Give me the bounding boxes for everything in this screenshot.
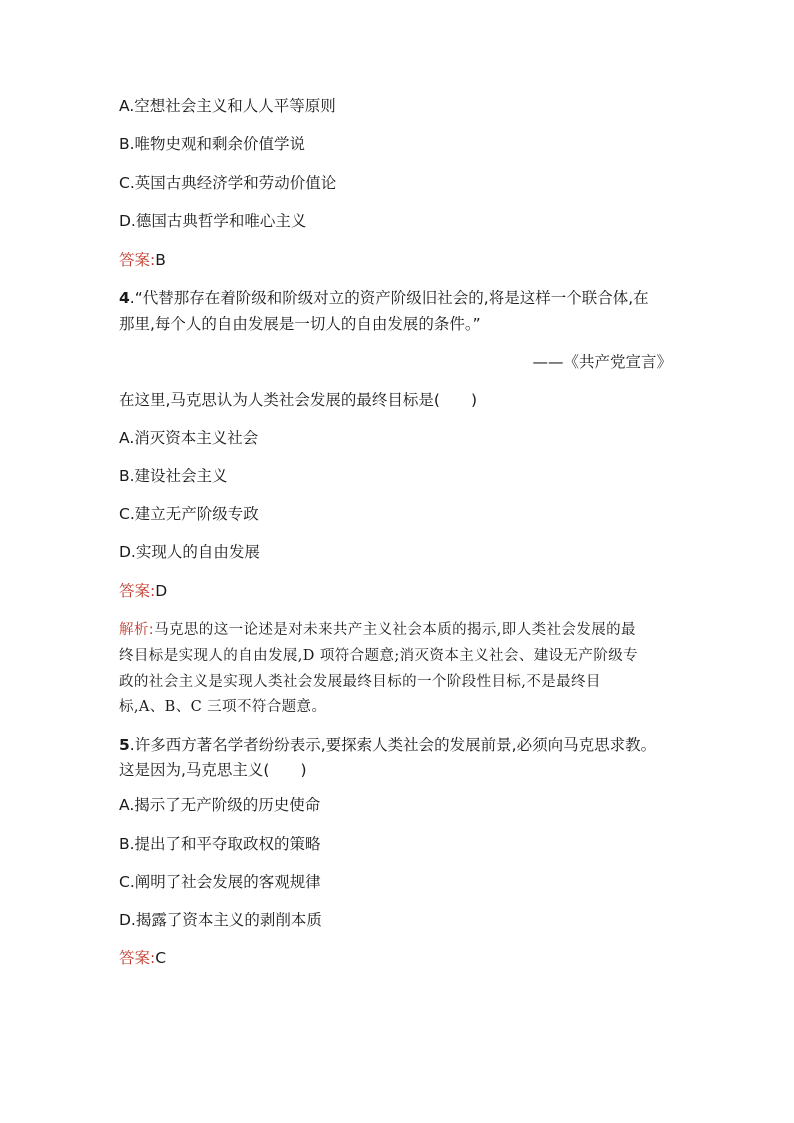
q3-option-c: C.英国古典经济学和劳动价值论 [119, 174, 337, 192]
q5-option-c: C.阐明了社会发展的客观规律 [119, 873, 321, 891]
q5-answer-value: C [155, 949, 167, 967]
q3-answer-value: B [155, 251, 166, 269]
q4-option-b: B.建设社会主义 [119, 467, 228, 485]
q4-answer [119, 581, 167, 601]
q4-option-a: A.消灭资本主义社会 [119, 429, 259, 447]
q4-stem-line-2: 那里,每个人的自由发展是一切人的自由发展的条件。” [119, 315, 481, 333]
q5-option-b: B.提出了和平夺取政权的策略 [119, 835, 321, 853]
q4-stem-line-1: 4.“代替那存在着阶级和阶级对立的资产阶级旧社会的,将是这样一个联合体,在 [119, 289, 649, 307]
q5-stem-line-1: 5.许多西方著名学者纷纷表示,要探索人类社会的发展前景,必须向马克思求教。 [119, 736, 657, 754]
q4-explanation-line-3: 政的社会主义是实现人类社会发展最终目标的一个阶段性目标,不是最终目 [119, 674, 601, 690]
q5-answer [119, 948, 166, 968]
q4-explanation-line-4: 标,A、B、C 三项不符合题意。 [119, 699, 327, 715]
q5-option-a: A.揭示了无产阶级的历史使命 [119, 796, 321, 814]
q3-answer [119, 250, 166, 270]
q4-explanation-line-2: 终目标是实现人的自由发展,D 项符合题意;消灭资本主义社会、建设无产阶级专 [119, 648, 639, 664]
q3-option-a: A.空想社会主义和人人平等原则 [119, 97, 336, 115]
q4-explanation-label: 解析: [119, 622, 155, 638]
q4-explanation-line-1 [119, 620, 636, 640]
q5-stem-text-1: 许多西方著名学者纷纷表示,要探索人类社会的发展前景,必须向马克思求教。 [134, 736, 657, 754]
q4-answer-label: 答案: [119, 582, 156, 600]
q5-answer-label: 答案: [119, 949, 156, 967]
q4-answer-value: D [155, 582, 168, 600]
q4-number: 4 [119, 289, 130, 307]
q3-answer-label: 答案: [119, 251, 156, 269]
q4-source: ——《共产党宣言》 [532, 353, 672, 371]
q4-explanation-text-1: 马克思的这一论述是对未来共产主义社会本质的揭示,即人类社会发展的最 [154, 622, 636, 638]
q5-option-d: D.揭露了资本主义的剥削本质 [119, 911, 322, 929]
q3-option-b: B.唯物史观和剩余价值学说 [119, 135, 306, 153]
q3-option-d: D.德国古典哲学和唯心主义 [119, 212, 307, 230]
q5-stem-line-2: 这是因为,马克思主义( ) [119, 761, 307, 779]
q4-option-c: C.建立无产阶级专政 [119, 505, 259, 523]
q4-question: 在这里,马克思认为人类社会发展的最终目标是( ) [119, 391, 478, 409]
q4-stem-text-1: “代替那存在着阶级和阶级对立的资产阶级旧社会的,将是这样一个联合体,在 [134, 289, 649, 307]
q5-number: 5 [119, 736, 130, 754]
q4-option-d: D.实现人的自由发展 [119, 543, 260, 561]
